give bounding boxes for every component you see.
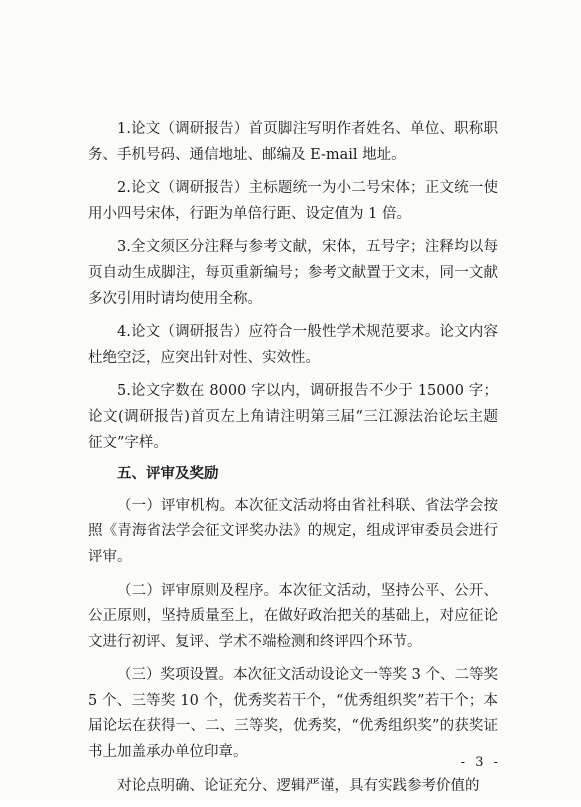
requirement-paragraph-2: 2.论文（调研报告）主标题统一为小二号宋体；正文统一使用小四号宋体，行距为单倍行距、设定值为 1 倍。	[88, 180, 498, 222]
section-paragraph-2: （二）评审原则及程序。本次征文活动，坚持公平、公开、公正原则，坚持质量至上，在做好政治把关的基础上，对应征论文进行初评、复评、学术不端检测和终评四个环节。	[88, 582, 498, 650]
section-paragraph-4: 对论点明确、论证充分、逻辑严谨，具有实践参考价值的	[117, 777, 480, 794]
section-heading: 五、评审及奖励	[117, 466, 219, 483]
document-body	[88, 117, 498, 807]
page-number: - 3 -	[460, 755, 501, 770]
requirement-paragraph-5: 5.论文字数在 8000 字以内，调研报告不少于 15000 字；论文(调研报告)首页左上角请注明第三届“三江源法治论坛主题征文”字样。	[88, 383, 498, 451]
section-paragraph-3: （三）奖项设置。本次征文活动设论文一等奖 3 个、二等奖 5 个、三等奖 10 个，优秀奖若干个，“优秀组织奖”若干个；本届论坛在获得一、二、三等奖，优秀奖，“优秀组织奖”的获奖证书上加盖承办单位印章。	[88, 667, 498, 761]
requirement-paragraph-4: 4.论文（调研报告）应符合一般性学术规范要求。论文内容杜绝空泛，应突出针对性、实效性。	[88, 324, 498, 366]
section-paragraph-1: （一）评审机构。本次征文活动将由省社科联、省法学会按照《青海省法学会征文评奖办法》的规定，组成评审委员会进行评审。	[88, 497, 498, 565]
requirement-paragraph-1: 1.论文（调研报告）首页脚注写明作者姓名、单位、职称职务、手机号码、通信地址、邮编及 E-mail 地址。	[88, 121, 498, 163]
requirement-paragraph-3: 3.全文须区分注释与参考文献，宋体，五号字；注释均以每页自动生成脚注，每页重新编号；参考文献置于文末，同一文献多次引用时请均使用全称。	[88, 239, 498, 307]
